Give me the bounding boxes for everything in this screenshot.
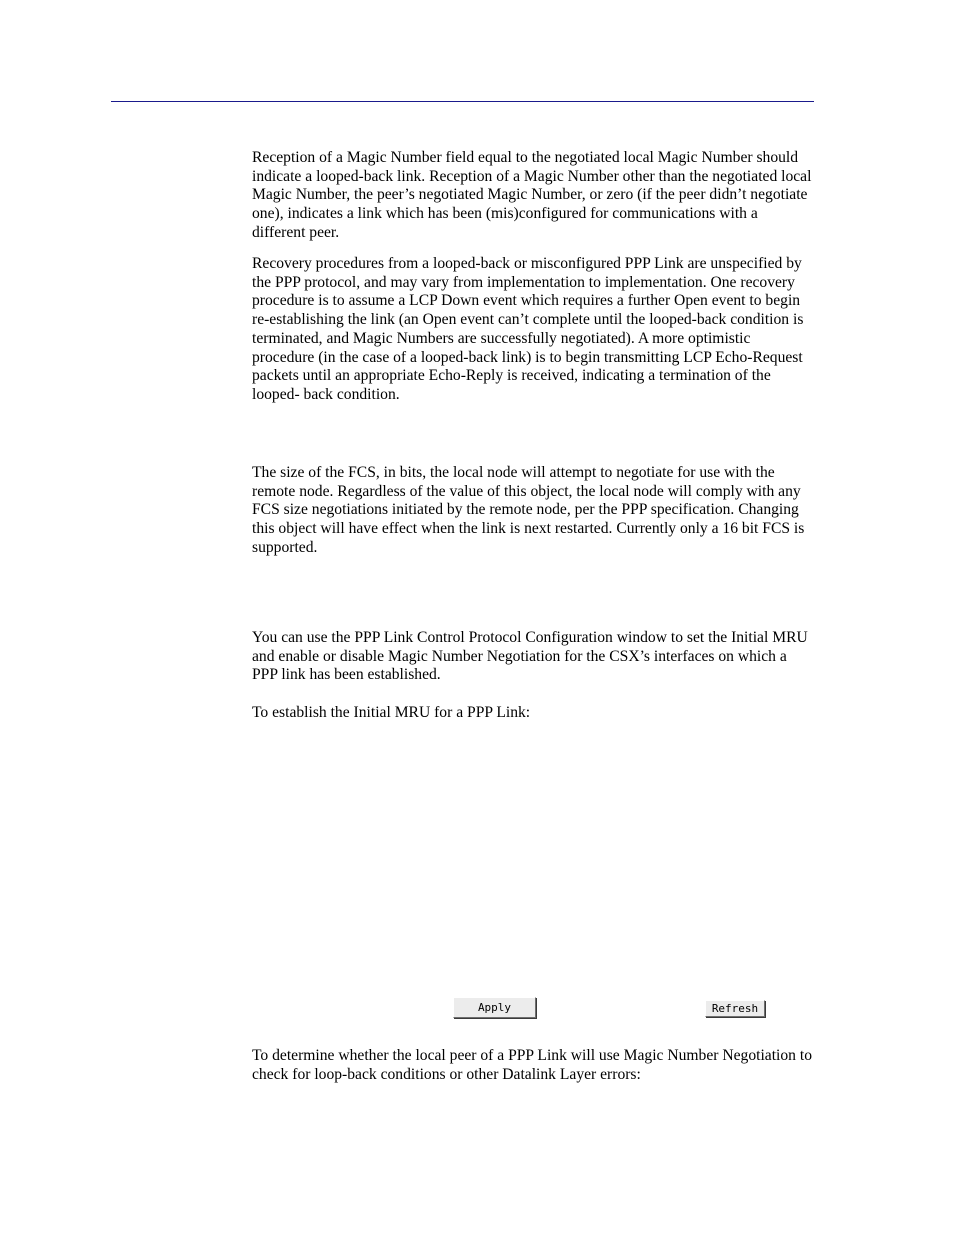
paragraph-lcp-configuration-window: You can use the PPP Link Control Protocol Configuration window to set the Initial MRU and enable or disable Magic Number Negotiation for the CSX’s interfaces on which a PPP link has been established. xyxy=(252,629,808,684)
header-rule xyxy=(111,101,814,102)
refresh-button[interactable]: Refresh xyxy=(705,1000,765,1017)
paragraph-recovery-procedures: Recovery procedures from a looped-back or misconfigured PPP Link are unspecified by the PPP protocol, and may vary from implementation to implementation. One recovery procedure is to assume a LCP Down event which requires a further Open event to begin re-establishing the link (an Open event can’t complete until the looped-back condition is terminated, and Magic Numbers are successfully negotiated). A more optimistic procedure (in the case of a looped-back link) is to begin transmitting LCP Echo-Request packets until an appropriate Echo-Reply is received, indicating a termination of the looped- back condition. xyxy=(252,255,804,403)
paragraph-establish-initial-mru: To establish the Initial MRU for a PPP Link: xyxy=(252,704,531,721)
apply-button[interactable]: Apply xyxy=(453,997,536,1018)
paragraph-determine-magic-number: To determine whether the local peer of a PPP Link will use Magic Number Negotiation to check for loop-back conditions or other Datalink Layer errors: xyxy=(252,1047,812,1083)
paragraph-magic-number-reception: Reception of a Magic Number field equal to the negotiated local Magic Number should indicate a looped-back link. Reception of a Magic Number other than the negotiated local Magic Number, the peer’s negotiated Magic Number, or zero (if the peer didn’t negotiate one), indicates a link which has been (mis)configured for communications with a different peer. xyxy=(252,149,812,241)
paragraph-fcs-size: The size of the FCS, in bits, the local node will attempt to negotiate for use with the remote node. Regardless of the value of this object, the local node will comply with any FCS size negotiations initiated by the remote node, per the PPP specification. Changing this object will have effect when the link is next restarted. Currently only a 16 bit FCS is supported. xyxy=(252,464,805,556)
